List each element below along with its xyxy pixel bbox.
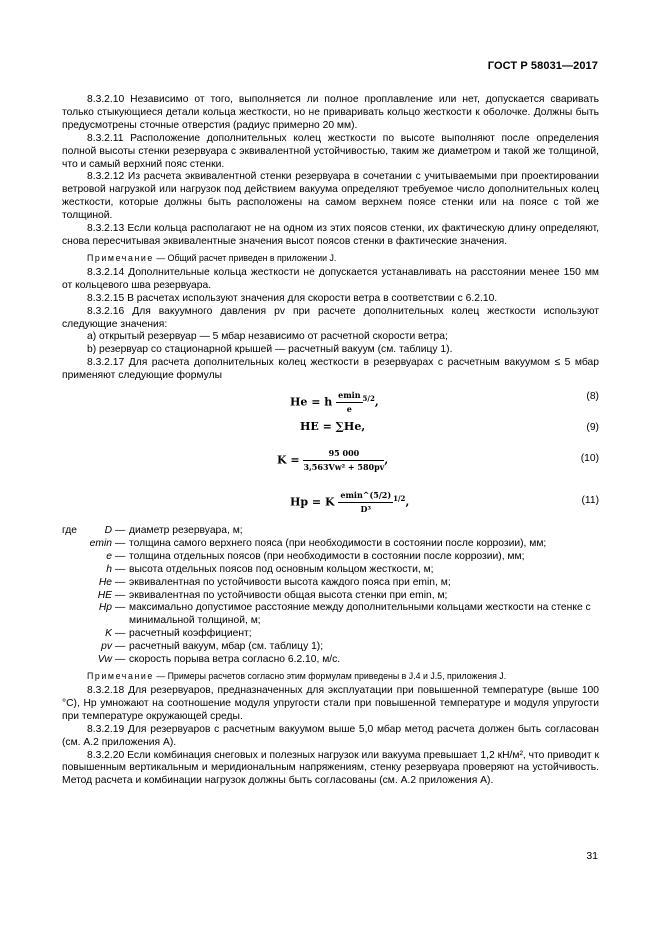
note-text: — Общий расчет приведен в приложении J. — [153, 252, 337, 263]
page-number: 31 — [586, 850, 598, 862]
list-item-b: b) резервуар со стационарной крышей — расчетный вакуум (см. таблицу 1). — [87, 344, 453, 356]
definitions-list — [62, 525, 599, 667]
definition-symbol: emin — [89, 537, 112, 549]
definition-text: толщина самого верхнего пояса (при необходимости в состоянии после коррозии), мм; — [129, 537, 547, 549]
definition-symbol: K — [105, 628, 112, 640]
definition-symbol: D — [104, 525, 112, 537]
definition-text: расчетный коэффициент; — [129, 628, 252, 640]
formula-expression: Hp = K $\frac{emin\^{}(5/2)}{\text{D³}}$ $^{1/2}$, — [290, 490, 410, 514]
paragraph-8-3-2-19: 8.3.2.19 Для резервуаров с расчетным вакуумом выше 5,0 мбар метод расчета должен быть согласован (см. А.2 приложения А). — [62, 723, 599, 748]
formula-8 — [62, 383, 599, 419]
fraction-denominator: 3,563Vw² + 580pv — [303, 461, 385, 472]
formula-exponent: 5/2 — [362, 393, 375, 403]
paragraph-8-3-2-15: 8.3.2.15 В расчетах используют значения для скорости ветра в соответствии с 6.2.10. — [87, 292, 498, 304]
definition-symbol: HE — [97, 589, 112, 601]
fraction-numerator: 95 000 — [303, 447, 384, 461]
note-text: — Примеры расчетов согласно этим формулам приведены в J.4 и J.5, приложения J. — [153, 671, 507, 681]
definition-row: e — толщина отдельных поясов (при необходимости в состоянии после коррозии), мм; — [62, 551, 599, 564]
paragraph-8-3-2-13: 8.3.2.13 Если кольца располагают не на одном из этих поясов стенки, их фактическую длину определяют, снова пересчитывая эквивалентные значения высот поясов стенки в фактические значения. — [62, 223, 599, 247]
definition-row: K — расчетный коэффициент; — [62, 628, 599, 641]
definition-symbol: pv — [101, 641, 112, 653]
formula-10 — [62, 443, 599, 481]
note-2 — [62, 670, 599, 682]
definition-text: эквивалентная по устойчивости общая высота стенки при emin, м; — [129, 589, 448, 601]
definition-text: расчетный вакуум, мбар (см. таблицу 1); — [129, 641, 324, 653]
formula-lhs: Hp = K — [290, 495, 335, 509]
fraction-numerator: emin — [336, 389, 362, 403]
definition-text: высота отдельных поясов под основным кольцом жесткости, м; — [129, 563, 434, 575]
formula-lhs: He = h — [290, 395, 333, 409]
formula-lhs: HE = ∑He — [300, 420, 362, 434]
definition-row: HE — эквивалентная по устойчивости общая высота стенки при emin, м; — [62, 590, 599, 603]
formula-number: (9) — [586, 422, 599, 434]
formula-number: (10) — [580, 453, 599, 465]
formula-expression: K = $\frac{95 000}{\text{3,563Vw² + 580pv}}$ , — [277, 448, 389, 472]
formula-fraction — [336, 389, 362, 416]
formula-exponent: 1/2 — [393, 493, 406, 503]
where-label: где — [62, 525, 78, 537]
fraction-numerator: emin^(5/2) — [338, 489, 393, 503]
paragraph-8-3-2-10: 8.3.2.10 Независимо от того, выполняется ли полное проплавление или нет, допускается сваривать только стыкующиеся детали кольца жесткости, но не приваривать кольцо жесткости к оболочке. Должны быть предусмотрены сточные отверстия (радиус примерно 20 мм). — [62, 94, 599, 131]
paragraph-8-3-2-14: 8.3.2.14 Дополнительные кольца жесткости не допускается устанавливать на расстоянии менее 150 мм от кольцевого шва резервуара. — [62, 266, 599, 291]
definition-symbol: Vw — [97, 654, 112, 666]
definition-row: где D — диаметр резервуара, м; — [62, 525, 599, 538]
paragraph-8-3-2-11: 8.3.2.11 Расположение дополнительных колец жесткости по высоте выполняют после определения полной высоты стенки резервуара с эквивалентной устойчивостью, таким же диаметром и такой же толщиной, что и самый верхний пояс стенки. — [62, 132, 599, 170]
definition-row: Hp — максимально допустимое расстояние между дополнительными кольцами жесткости на стенке с минимальной толщиной, м; — [62, 602, 599, 628]
fraction-denominator: D³ — [360, 503, 371, 514]
paragraph-8-3-2-12: 8.3.2.12 Из расчета эквивалентной стенки резервуара в сочетании с учитываемыми при проектировании ветровой нагрузкой или нагрузок под действием вакуума определяют требуемое число дополнительных колец жесткости, которые должны быть расположены на самом верхнем поясе стенки или на поясе с той же толщиной. — [62, 171, 599, 222]
paragraph-8-3-2-16: 8.3.2.16 Для вакуумного давления pv при расчете дополнительных колец жесткости используют следующие значения: — [62, 305, 599, 330]
formula-number: (8) — [586, 391, 599, 403]
definition-symbol: He — [98, 576, 112, 588]
definition-symbol: Hp — [98, 602, 112, 614]
note-1 — [62, 252, 599, 264]
definition-symbol: e — [106, 550, 112, 562]
formula-11 — [62, 481, 599, 523]
definition-symbol: h — [106, 563, 112, 575]
definition-text: максимально допустимое расстояние между дополнительными кольцами жесткости на стенке с минимальной толщиной, м; — [129, 602, 591, 627]
standard-header: ГОСТ Р 58031—2017 — [487, 60, 598, 72]
definition-row: pv — расчетный вакуум, мбар (см. таблицу 1); — [62, 641, 599, 654]
note-label: Примечание — [87, 252, 154, 263]
formula-fraction — [338, 489, 393, 516]
paragraph-8-3-2-20: 8.3.2.20 Если комбинация снеговых и полезных нагрузок или вакуума превышает 1,2 кН/м², что приводит к повышенным вертикальным и меридиональным напряжениям, стенку резервуара проверяют на устойчивость. Метод расчета и комбинации нагрузок должны быть согласованы (см. А.2 приложения А). — [62, 749, 599, 787]
definition-row: Vw — скорость порыва ветра согласно 6.2.10, м/с. — [62, 654, 599, 667]
definition-text: скорость порыва ветра согласно 6.2.10, м/с. — [129, 654, 341, 666]
formula-lhs: K = — [277, 453, 300, 467]
list-item-a: a) открытый резервуар — 5 мбар независимо от расчетной скорости ветра; — [87, 331, 448, 343]
definition-row: emin — толщина самого верхнего пояса (при необходимости в состоянии после коррозии), мм; — [62, 538, 599, 551]
formula-number: (11) — [581, 495, 599, 507]
formula-fraction — [303, 447, 384, 474]
document-body — [62, 94, 599, 788]
definition-row: h — высота отдельных поясов под основным кольцом жесткости, м; — [62, 564, 599, 577]
definition-text: толщина отдельных поясов (при необходимости в состоянии после коррозии), мм; — [129, 550, 525, 562]
fraction-denominator: e — [346, 403, 352, 414]
note-label: Примечание — [87, 671, 154, 681]
definition-text: диаметр резервуара, м; — [129, 525, 243, 537]
paragraph-8-3-2-17: 8.3.2.17 Для расчета дополнительных колец жесткости в резервуарах с расчетным вакуумом ≤ 5 мбар применяют следующие формулы — [62, 357, 599, 382]
paragraph-8-3-2-18: 8.3.2.18 Для резервуаров, предназначенных для эксплуатации при повышенной температуре (выше 100 °С), Hp умножают на соотношение модуля упругости стали при повышенной температуре и модуля упругости при температуре окружающей среды. — [62, 685, 599, 722]
formula-9 — [62, 419, 599, 443]
formula-expression: HE = ∑He, — [300, 420, 366, 434]
definition-text: эквивалентная по устойчивости высота каждого пояса при emin, м; — [129, 576, 451, 588]
formula-expression: He = h $\frac{emin}{e}$ $^{5/2}$, — [290, 390, 379, 414]
definition-row: He — эквивалентная по устойчивости высота каждого пояса при emin, м; — [62, 577, 599, 590]
